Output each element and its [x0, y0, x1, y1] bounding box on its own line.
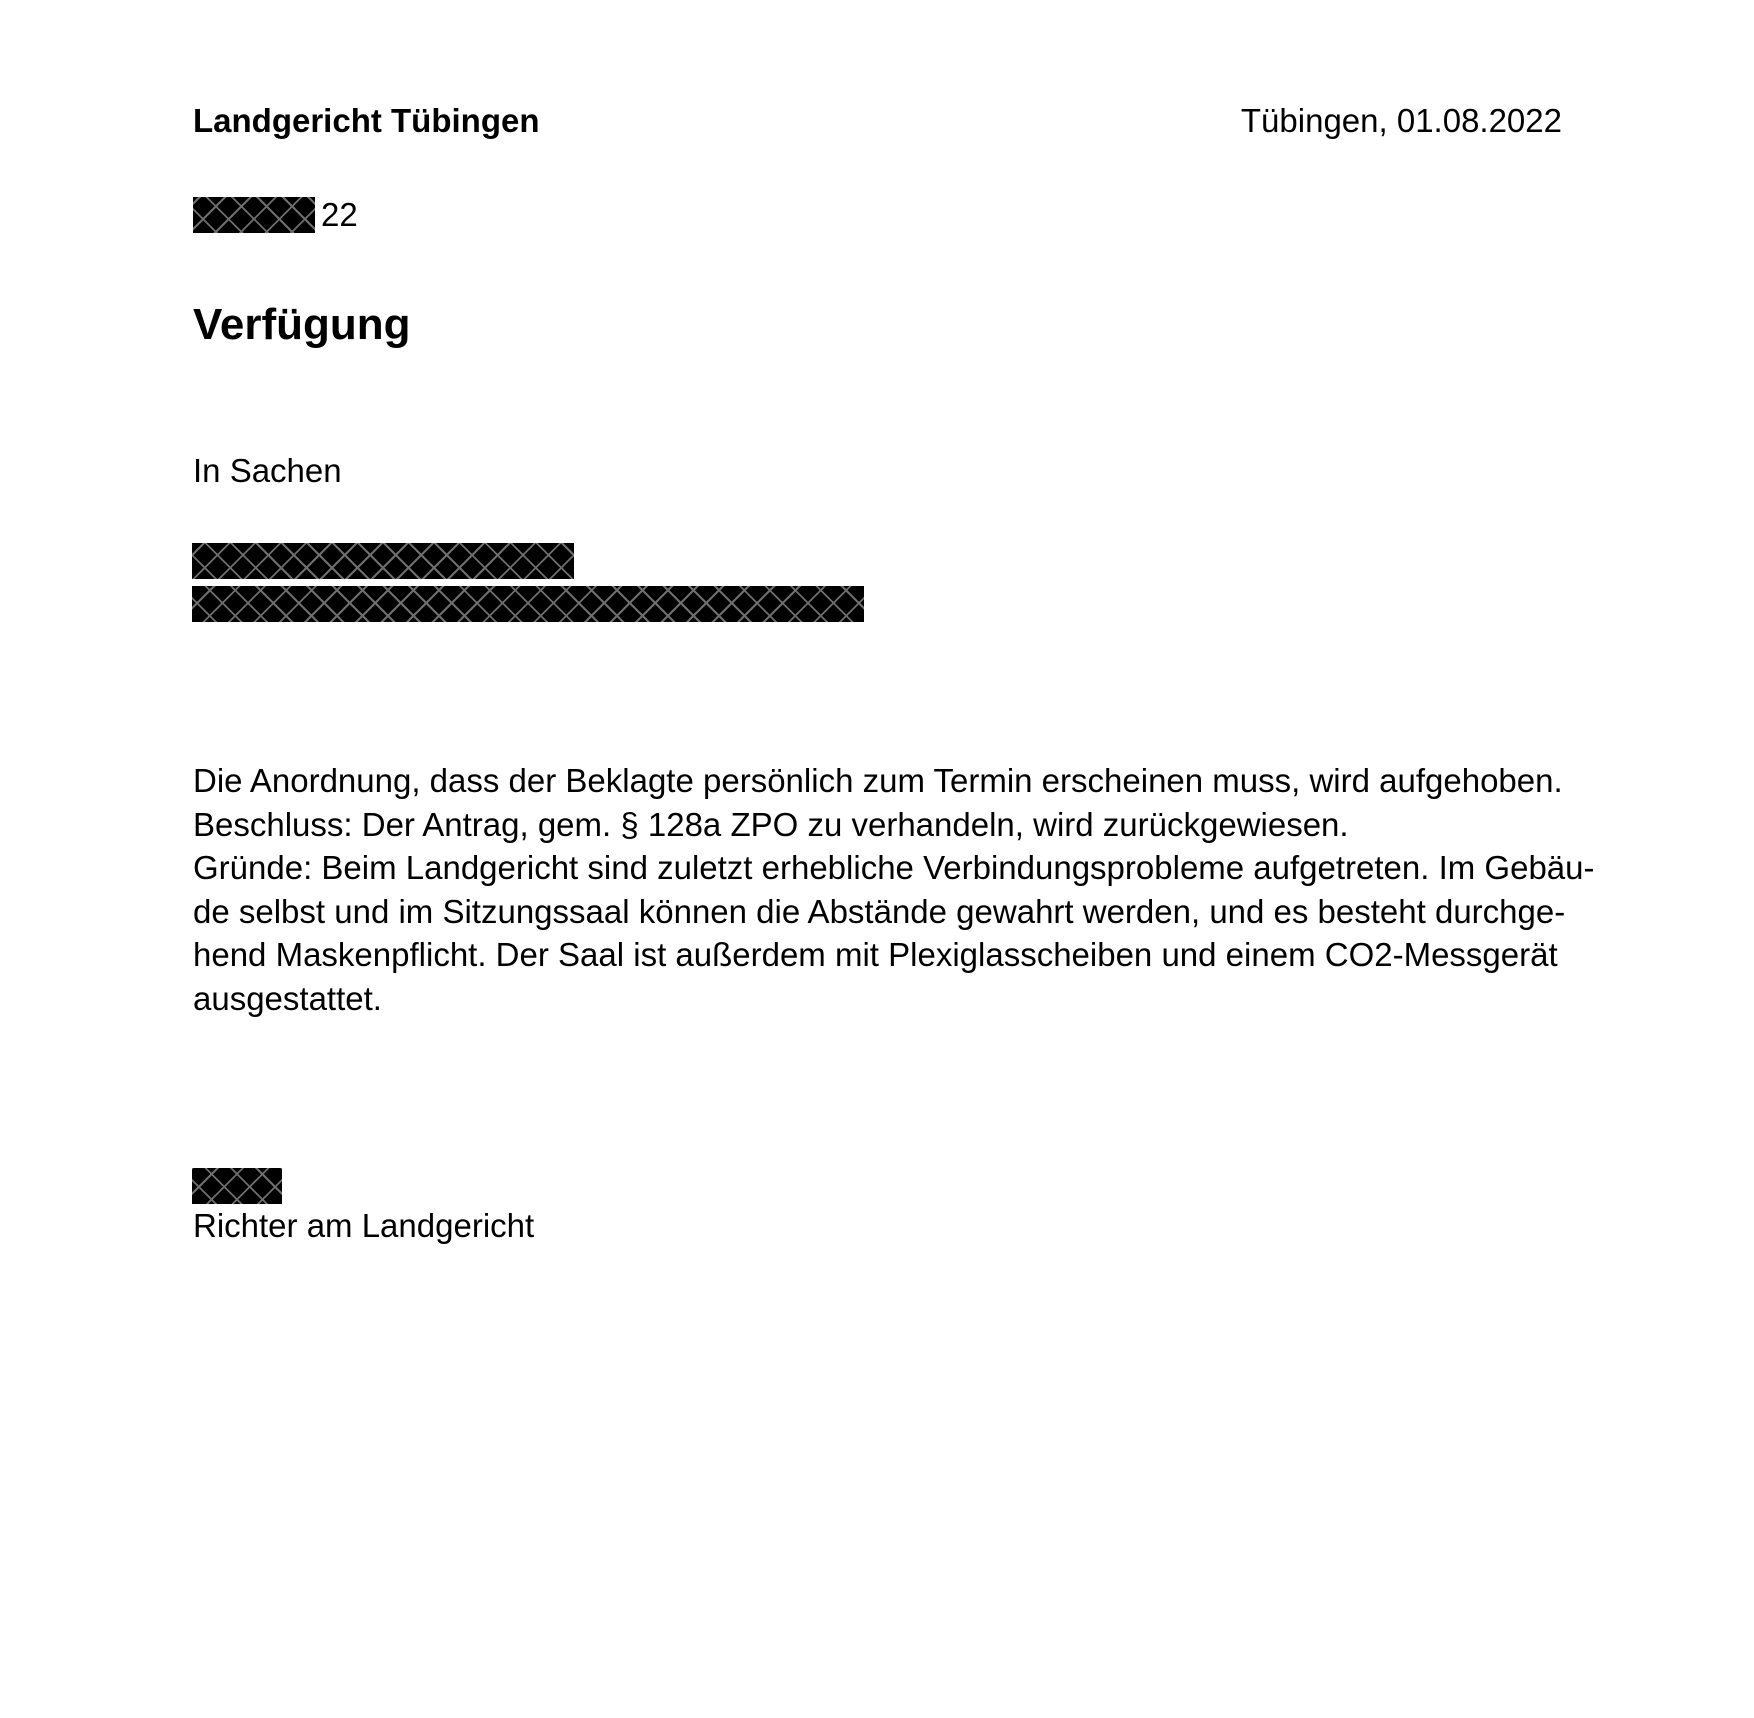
case-number-redaction — [193, 197, 315, 233]
body-line: Die Anordnung, dass der Beklagte persönlich zum Termin erscheinen muss, wird aufgehoben. — [193, 762, 1563, 799]
party-details-redaction — [192, 586, 864, 622]
decision-body — [193, 759, 1593, 1020]
case-number — [193, 194, 358, 236]
body-line: de selbst und im Sitzungssaal können die Abstände gewahrt werden, und es besteht durchge- — [193, 892, 1566, 930]
court-name: Landgericht Tübingen — [193, 102, 540, 139]
place-date: Tübingen, 01.08.2022 — [1240, 102, 1562, 139]
body-line: hend Maskenpflicht. Der Saal ist außerdem mit Plexiglasscheiben und einem CO2-Messgerät — [193, 936, 1558, 973]
body-line: Gründe: Beim Landgericht sind zuletzt erhebliche Verbindungsprobleme aufgetreten. Im Gebäu- — [193, 849, 1595, 886]
judge-name-redaction — [192, 1168, 282, 1204]
body-line: ausgestattet. — [193, 979, 382, 1017]
in-sachen-label: In Sachen — [193, 452, 342, 489]
body-line: Beschluss: Der Antrag, gem. § 128a ZPO zu verhandeln, wird zurückgewiesen. — [193, 805, 1349, 843]
case-number-suffix: 22 — [321, 196, 358, 233]
judge-title: Richter am Landgericht — [193, 1207, 535, 1244]
party-name-redaction — [192, 543, 574, 579]
document-title: Verfügung — [193, 300, 411, 349]
